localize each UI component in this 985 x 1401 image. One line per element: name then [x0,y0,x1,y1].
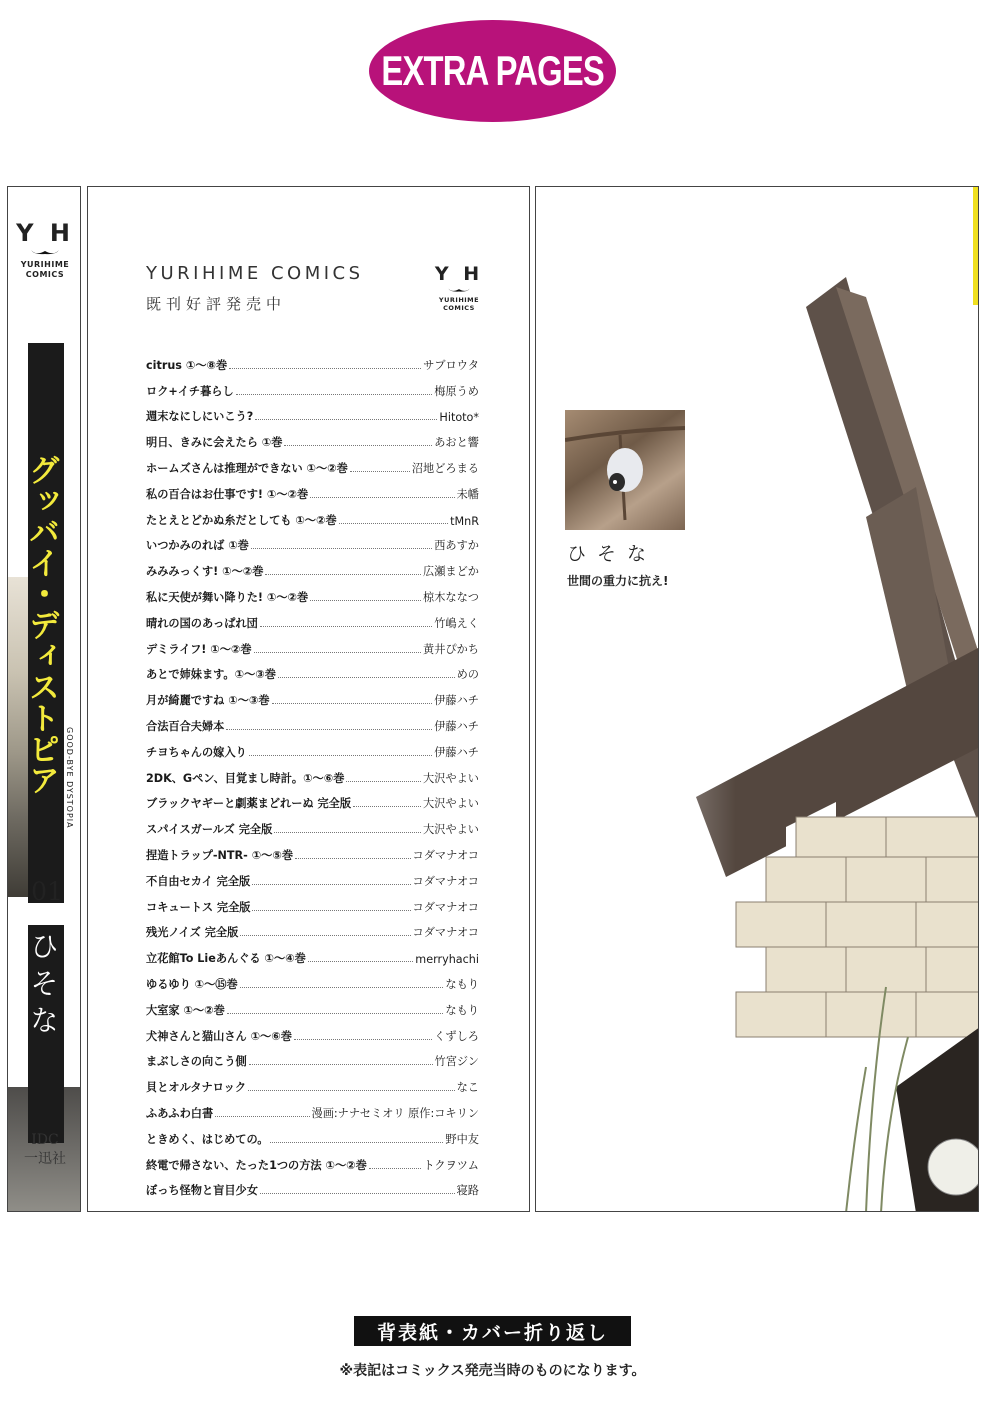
dot-leader [310,497,454,498]
book-author: 大沢やよい [423,797,479,811]
list-item [146,502,479,528]
book-title: デミライフ! ①〜②巻 [146,642,252,656]
book-title: 私に天使が舞い降りた! ①〜②巻 [146,590,309,604]
book-title: ロク+イチ暮らし [146,384,234,398]
dot-leader [346,781,421,782]
list-item [146,1044,479,1070]
book-title: 貝とオルタナロック [146,1081,247,1095]
book-title: ホームズさんは推理ができない ①〜②巻 [146,461,348,475]
dot-leader [229,368,421,369]
dot-leader [369,1168,422,1169]
book-title: 2DK、Gペン、目覚まし時計。①〜⑥巻 [146,771,345,785]
book-title: 晴れの国のあっぱれ団 [146,616,258,630]
list-item [146,837,479,863]
book-title: みみみっくす! ①〜②巻 [146,565,264,579]
list-item [146,399,479,425]
list-item [146,1147,479,1173]
book-author: トクヲツム [423,1158,479,1172]
list-item [146,966,479,992]
dot-leader [310,600,421,601]
yh-logo-sub2: COMICS [443,304,475,313]
section-label: 背表紙・カバー折り返し [354,1316,631,1346]
list-item [146,1095,479,1121]
list-item [146,734,479,760]
dot-leader [260,1193,455,1194]
list-item [146,605,479,631]
dot-leader [308,961,413,962]
book-title: ぼっち怪物と盲目少女 [146,1184,258,1198]
book-title: 犬神さんと猫山さん ①〜⑥巻 [146,1029,292,1043]
spine-publisher [12,1131,78,1169]
book-author: merryhachi [415,953,479,967]
yh-logo-sub1: YURIHIME [438,296,480,304]
flap-accent-tab [973,187,978,305]
extra-pages-badge [369,20,616,122]
book-author: 広瀬まどか [423,565,479,579]
book-title: まぶしさの向こう側 [146,1055,247,1069]
dot-leader [252,884,410,885]
list-item [146,1069,479,1095]
list-item [146,657,479,683]
footer-note: ※表記はコミックス発売当時のものになります。 [339,1363,646,1379]
dot-leader [248,1090,455,1091]
title-list [146,347,479,1198]
list-item [146,940,479,966]
list-item [146,1018,479,1044]
book-title: 週末なにしにいこう? [146,410,254,424]
list-item [146,1173,479,1199]
book-author: 黄井ぴかち [423,642,479,656]
dot-leader [278,677,455,678]
list-item [146,682,479,708]
book-author: 竹宮ジン [434,1055,479,1069]
book-author: コダマナオコ [412,848,479,862]
list-item [146,1121,479,1147]
book-author: サブロウタ [423,358,479,372]
book-author: 竹嶋えく [434,616,479,630]
flap-author-message: 世間の重力に抗え! [567,574,669,588]
book-title: ゆるゆり ①〜⑮巻 [146,977,238,991]
catalog-heading: YURIHIME COMICS [146,263,364,284]
list-item [146,992,479,1018]
book-title: いつかみのれば ①巻 [146,539,249,553]
book-title: 大室家 ①〜②巻 [146,1003,225,1017]
book-author: あおと響 [434,436,479,450]
book-title: 捏造トラップ-NTR- ①〜⑤巻 [146,848,294,862]
book-title: 月が綺麗ですね ①〜③巻 [146,694,270,708]
book-author: 西あすか [434,539,479,553]
spine-logo [8,221,81,280]
cover-flap [535,186,979,1212]
book-title: 残光ノイズ 完全版 [146,926,239,940]
mustache-icon [30,247,60,256]
book-author: 椋木ななつ [423,590,479,604]
list-item [146,760,479,786]
author-photo [565,410,685,530]
publisher-mark: IDC [31,1132,59,1148]
book-title: 合法百合夫婦本 [146,719,225,733]
book-author: 漫画:ナナセミオリ 原作:コキリン [311,1106,479,1120]
book-title: 私の百合はお仕事です! ①〜②巻 [146,487,309,501]
book-author: 梅原うめ [434,384,479,398]
book-title: 立花館To Lieあんぐる ①〜④巻 [146,952,306,966]
book-title: コキュートス 完全版 [146,900,251,914]
dot-leader [227,1013,444,1014]
list-item [146,528,479,554]
book-author: コダマナオコ [412,926,479,940]
dot-leader [255,419,437,420]
book-title: citrus ①〜⑧巻 [146,358,228,372]
dot-leader [339,523,448,524]
catalog-page [87,186,530,1212]
spine-subtitle: GOOD-BYE DYSTOPIA [65,727,74,829]
dot-leader [236,394,433,395]
publisher-name: 一迅社 [24,1150,66,1167]
list-item [146,373,479,399]
dot-leader [240,987,444,988]
book-author: なもり [445,977,479,991]
dot-leader [295,858,411,859]
flap-illustration [536,187,979,1212]
book-author: 野中友 [445,1132,479,1146]
book-author: コダマナオコ [412,900,479,914]
list-item [146,889,479,915]
book-title: ふあふわ白書 [146,1106,214,1120]
dot-leader [260,626,432,627]
book-title: ときめく、はじめての。 [146,1132,269,1146]
list-item [146,786,479,812]
dot-leader [274,832,421,833]
dot-leader [254,652,421,653]
dot-leader [249,1064,433,1065]
dot-leader [249,755,433,756]
yh-logo-letters: Y H [434,263,484,285]
dot-leader [294,1039,432,1040]
mustache-icon [447,286,471,293]
dot-leader [240,935,410,936]
list-item [146,915,479,941]
dot-leader [251,548,432,549]
catalog-subheading: 既刊好評発売中 [146,295,287,313]
book-title: あとで姉妹ます。①〜③巻 [146,668,276,682]
book-title: チヨちゃんの嫁入り [146,745,247,759]
book-author: 伊藤ハチ [434,719,479,733]
book-title: ブラックヤギーと劇薬まどれーぬ 完全版 [146,797,352,811]
book-title: たとえとどかぬ糸だとしても ①〜②巻 [146,513,337,527]
list-item [146,424,479,450]
dot-leader [265,574,421,575]
book-author: 未幡 [456,487,479,501]
bird-on-branch-icon [565,410,685,530]
dot-leader [270,1142,443,1143]
spine-title: グッバイ・ディストピア [23,453,59,795]
list-item [146,553,479,579]
book-author: 大沢やよい [423,823,479,837]
book-title: スパイスガールズ 完全版 [146,823,273,837]
book-author: 沼地どろまる [411,461,479,475]
dot-leader [350,471,410,472]
dot-leader [215,1116,309,1117]
yh-logo-sub1: YURIHIME [20,260,70,269]
dot-leader [272,703,433,704]
book-author: コダマナオコ [412,874,479,888]
book-spine [7,186,81,1212]
book-author: 大沢やよい [423,771,479,785]
flap-author-name: ひそな [567,543,658,565]
book-title: 終電で帰さない、たった1つの方法 ①〜②巻 [146,1158,367,1172]
list-item [146,579,479,605]
dot-leader [226,729,432,730]
list-item [146,708,479,734]
extra-pages-label: EXTRA PAGES [381,47,604,94]
yh-logo-sub2: COMICS [25,270,65,279]
list-item [146,347,479,373]
book-author: 伊藤ハチ [434,694,479,708]
book-title: 不自由セカイ 完全版 [146,874,251,888]
book-author: 伊藤ハチ [434,745,479,759]
list-item [146,863,479,889]
spine-volume-number: 01 [31,877,63,906]
yh-logo-letters: Y H [16,219,74,247]
dot-leader [353,806,421,807]
dot-leader [252,910,410,911]
list-item [146,450,479,476]
spine-author: ひそな [26,931,60,1042]
list-item [146,811,479,837]
list-item [146,631,479,657]
list-item [146,476,479,502]
book-author: Hitoto* [439,411,479,425]
book-title: 明日、きみに会えたら ①巻 [146,436,283,450]
catalog-logo [432,265,486,312]
book-author: なもり [445,1003,479,1017]
book-author: くずしろ [434,1029,479,1043]
book-author: めの [456,668,479,682]
book-author: 寝路 [456,1184,479,1198]
book-author: tMnR [450,514,479,528]
book-author: なこ [456,1081,479,1095]
dot-leader [284,445,432,446]
